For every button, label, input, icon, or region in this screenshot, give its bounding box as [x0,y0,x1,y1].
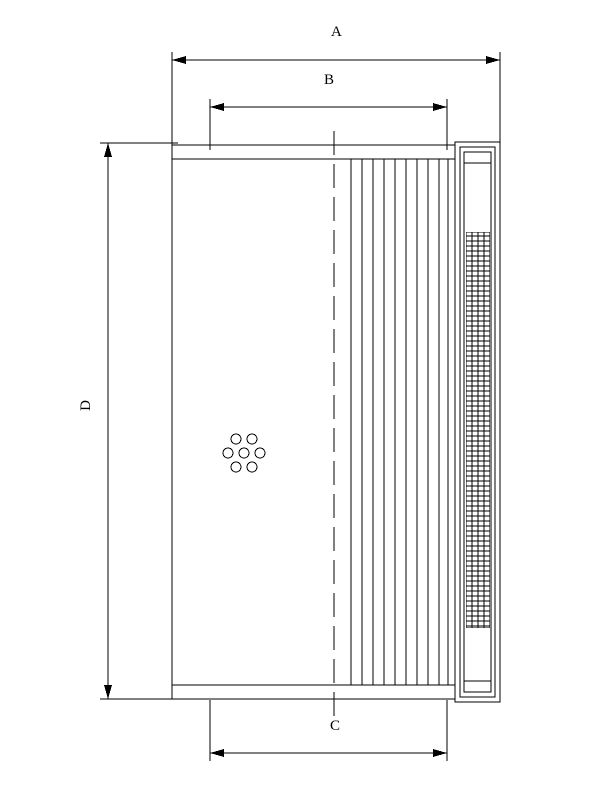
dimension-label-c: C [326,718,344,734]
dimension-label-b: B [320,72,338,88]
dimension-label-d: D [78,396,94,415]
hole-pattern-cluster [223,434,265,472]
dimension-b-group [210,99,447,150]
filter-body-outline [172,145,455,699]
dimension-label-a: A [327,24,346,40]
dimension-d-group [100,143,178,699]
dimension-a-group [172,52,500,145]
pleat-pack-lines [351,159,448,685]
screen-mesh-panel [466,232,490,628]
